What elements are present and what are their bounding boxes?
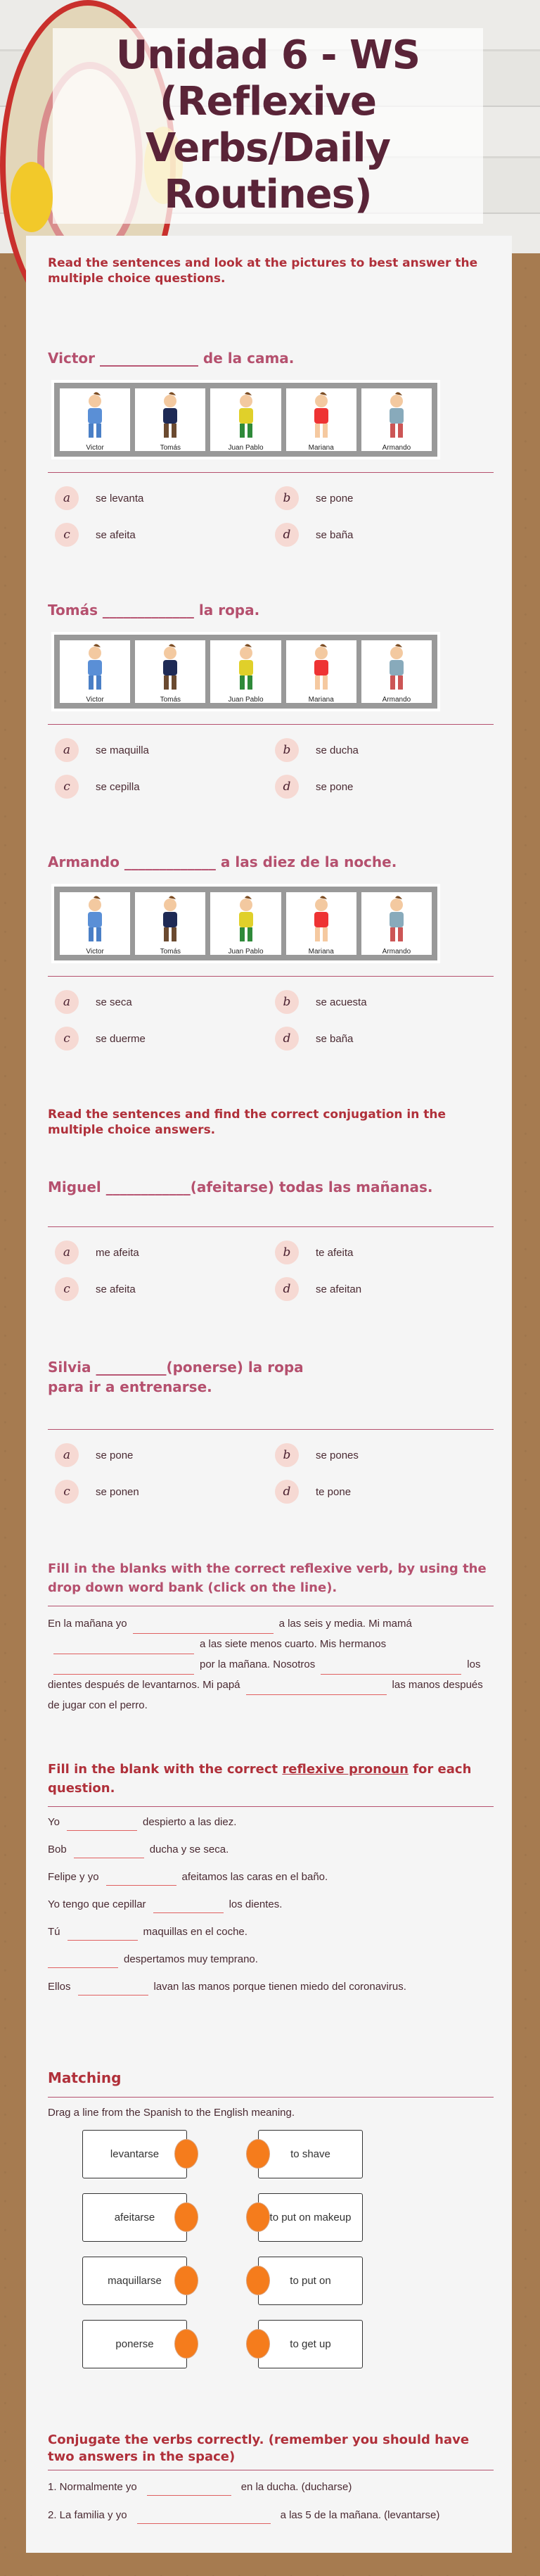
option-letter-badge: d [275, 1480, 299, 1504]
picture-strip [51, 884, 440, 963]
divider [48, 2097, 494, 2098]
option-text: se afeitan [316, 1283, 362, 1295]
match-right-item[interactable]: to get up [258, 2320, 363, 2368]
paragraph-text: a las siete menos cuarto. Mis hermanos [200, 1638, 387, 1650]
blank-input[interactable] [137, 2508, 271, 2524]
divider [48, 472, 494, 473]
answer-option-d[interactable] [275, 1277, 361, 1301]
answer-option-c[interactable] [55, 523, 136, 547]
picture-card [361, 892, 432, 955]
option-text: se levanta [96, 492, 144, 505]
picture-label: Tomás [160, 696, 181, 704]
blank-dropdown[interactable] [133, 1618, 274, 1634]
option-text: se afeita [96, 1283, 136, 1295]
option-text: se acuesta [316, 996, 367, 1008]
picture-card [135, 640, 205, 703]
blank-input[interactable] [78, 1980, 148, 1996]
page-title [53, 28, 483, 224]
option-letter-badge: d [275, 523, 299, 547]
heading-text: Fill in the blank with the correct [48, 1762, 283, 1777]
match-right-item[interactable]: to shave [258, 2130, 363, 2178]
sentence-text: despierto a las diez. [142, 1816, 237, 1828]
picture-label: Juan Pablo [228, 696, 264, 704]
option-letter-badge: c [55, 1277, 79, 1301]
picture-label: Victor [86, 696, 104, 704]
answer-option-b[interactable] [275, 486, 353, 510]
maraca-image [11, 162, 53, 232]
answer-option-a[interactable] [55, 738, 149, 762]
answer-option-c[interactable] [55, 1480, 139, 1504]
sentence-text: en la ducha. (ducharse) [240, 2481, 352, 2493]
picture-card [286, 388, 356, 451]
option-letter-badge: c [55, 523, 79, 547]
option-letter-badge: d [275, 1027, 299, 1051]
answer-option-a[interactable] [55, 486, 143, 510]
option-letter-badge: b [275, 990, 299, 1014]
picture-card [286, 640, 356, 703]
match-right-item[interactable]: to put on makeup [258, 2193, 363, 2242]
sentence-text: Felipe y yo [48, 1871, 99, 1883]
sentence-text: Tú [48, 1926, 60, 1938]
picture-label: Mariana [308, 444, 334, 452]
person-illustration [149, 895, 191, 948]
picture-card [210, 892, 281, 955]
picture-card [210, 388, 281, 451]
option-letter-badge: b [275, 738, 299, 762]
match-left-item[interactable]: ponerse [82, 2320, 187, 2368]
fill-paragraph [48, 1613, 494, 1715]
picture-label: Juan Pablo [228, 444, 264, 452]
picture-label: Victor [86, 444, 104, 452]
person-illustration [300, 643, 342, 696]
paragraph-text: los dientes después de levantarnos. Mi papá [48, 1658, 481, 1691]
blank-input[interactable] [153, 1898, 224, 1913]
option-letter-badge: c [55, 1480, 79, 1504]
divider [48, 976, 494, 977]
person-illustration [225, 895, 267, 948]
instruction-text: Drag a line from the Spanish to the English meaning. [48, 2107, 295, 2119]
answer-option-d[interactable] [275, 775, 353, 799]
picture-label: Mariana [308, 948, 334, 956]
blank-dropdown[interactable] [321, 1659, 461, 1675]
sentence-row [48, 1869, 328, 1886]
picture-strip [51, 632, 440, 711]
match-left-item[interactable]: maquillarse [82, 2257, 187, 2305]
person-illustration [375, 643, 418, 696]
match-left-item[interactable]: afeitarse [82, 2193, 187, 2242]
connector-handle[interactable] [246, 2329, 270, 2359]
option-letter-badge: a [55, 738, 79, 762]
sentence-text: a las 5 de la mañana. (levantarse) [280, 2509, 440, 2521]
answer-option-b[interactable] [275, 738, 359, 762]
picture-card [361, 640, 432, 703]
picture-label: Armando [382, 948, 411, 956]
blank-input[interactable] [106, 1870, 176, 1886]
sentence-text: Yo tengo que cepillar [48, 1898, 146, 1910]
picture-card [210, 640, 281, 703]
heading-text: for each question. [48, 1762, 472, 1796]
connector-handle[interactable] [246, 2139, 270, 2169]
sentence-row [48, 2479, 352, 2496]
blank-dropdown[interactable] [53, 1639, 194, 1654]
section-heading: Read the sentences and find the correct conjugation in the multiple choice answers. [48, 1108, 446, 1137]
blank-input[interactable] [68, 1925, 138, 1941]
divider [48, 1429, 494, 1430]
picture-card [60, 640, 130, 703]
person-illustration [225, 391, 267, 444]
connector-handle[interactable] [246, 2202, 270, 2232]
option-text: se pone [96, 1449, 134, 1461]
sentence-row [48, 1814, 236, 1831]
title-line: Unidad 6 - WS [115, 32, 420, 78]
option-text: se pone [316, 492, 354, 505]
connector-handle[interactable] [174, 2202, 198, 2232]
option-letter-badge: c [55, 775, 79, 799]
answer-option-d[interactable] [275, 523, 353, 547]
match-left-item[interactable]: levantarse [82, 2130, 187, 2178]
option-letter-badge: b [275, 1241, 299, 1264]
answer-option-d[interactable] [275, 1027, 353, 1051]
picture-card [361, 388, 432, 451]
connector-handle[interactable] [174, 2329, 198, 2359]
paragraph-text: las manos después de jugar con el perro. [48, 1679, 483, 1711]
heading-underlined: reflexive pronoun [282, 1762, 409, 1777]
option-text: se ponen [96, 1485, 139, 1498]
picture-label: Tomás [160, 948, 181, 956]
sentence-text: despertamos muy temprano. [124, 1953, 258, 1965]
option-letter-badge: a [55, 1443, 79, 1467]
picture-label: Armando [382, 696, 411, 704]
sentence-row [48, 1896, 282, 1913]
sentence-text: maquillas en el coche. [143, 1926, 248, 1938]
match-right-item[interactable]: to put on [258, 2257, 363, 2305]
blank-dropdown[interactable] [246, 1680, 387, 1695]
picture-card [286, 892, 356, 955]
picture-label: Mariana [308, 696, 334, 704]
blank-dropdown[interactable] [53, 1659, 194, 1675]
answer-option-b[interactable] [275, 1443, 359, 1467]
option-letter-badge: c [55, 1027, 79, 1051]
section-heading: Read the sentences and look at the pictures to best answer the multiple choice questions. [48, 256, 478, 286]
sentence-text: los dientes. [229, 1898, 283, 1910]
title-line: Verbs/Daily [146, 125, 390, 171]
person-illustration [300, 895, 342, 948]
divider [48, 1806, 494, 1807]
question-text: Armando _____________ a las diez de la noche. [48, 854, 397, 870]
picture-card [135, 892, 205, 955]
option-letter-badge: a [55, 990, 79, 1014]
option-text: se ducha [316, 744, 359, 756]
divider [48, 1226, 494, 1227]
option-letter-badge: d [275, 1277, 299, 1301]
picture-card [135, 388, 205, 451]
person-illustration [74, 391, 116, 444]
answer-option-c[interactable] [55, 775, 140, 799]
picture-label: Juan Pablo [228, 948, 264, 956]
person-illustration [300, 391, 342, 444]
connector-handle[interactable] [246, 2266, 270, 2295]
answer-option-b[interactable] [275, 990, 367, 1014]
answer-option-d[interactable] [275, 1480, 351, 1504]
option-letter-badge: b [275, 1443, 299, 1467]
answer-option-c[interactable] [55, 1277, 136, 1301]
option-text: se maquilla [96, 744, 149, 756]
section-heading: Conjugate the verbs correctly. (remember you should have two answers in the space) [48, 2432, 470, 2464]
option-letter-badge: d [275, 775, 299, 799]
paragraph-text: En la mañana yo [48, 1618, 127, 1630]
option-text: me afeita [96, 1246, 139, 1259]
connector-handle[interactable] [174, 2266, 198, 2295]
option-text: te pone [316, 1485, 352, 1498]
question-text: Silvia __________(ponerse) la ropa para ir a entrenarse. [48, 1359, 304, 1395]
person-illustration [375, 895, 418, 948]
option-letter-badge: a [55, 1241, 79, 1264]
sentence-row [48, 1841, 229, 1858]
divider [48, 724, 494, 725]
picture-label: Tomás [160, 444, 181, 452]
paragraph-text: por la mañana. Nosotros [200, 1658, 316, 1670]
option-text: se pones [316, 1449, 359, 1461]
option-text: se afeita [96, 528, 136, 541]
picture-card [60, 388, 130, 451]
sentence-row [48, 2507, 439, 2524]
option-letter-badge: b [275, 486, 299, 510]
sentence-text: Bob [48, 1844, 67, 1855]
picture-card [60, 892, 130, 955]
option-text: se baña [316, 528, 354, 541]
sentence-text: ducha y se seca. [149, 1844, 229, 1855]
connector-handle[interactable] [174, 2139, 198, 2169]
sentence-text: Ellos [48, 1981, 71, 1993]
person-illustration [149, 391, 191, 444]
sentence-row [48, 1924, 248, 1941]
option-text: te afeita [316, 1246, 354, 1259]
sentence-text: afeitamos las caras en el baño. [181, 1871, 328, 1883]
question-text: Miguel ____________(afeitarse) todas las mañanas. [48, 1179, 433, 1195]
blank-input[interactable] [74, 1843, 144, 1858]
person-illustration [74, 895, 116, 948]
blank-input[interactable] [48, 1953, 118, 1968]
option-text: se baña [316, 1032, 354, 1045]
option-letter-badge: a [55, 486, 79, 510]
answer-option-a[interactable] [55, 1241, 139, 1264]
answer-option-c[interactable] [55, 1027, 146, 1051]
person-illustration [375, 391, 418, 444]
title-line: Routines) [164, 172, 372, 217]
section-heading: Matching [48, 2069, 122, 2086]
sentence-row [48, 1979, 406, 1996]
option-text: se cepilla [96, 780, 140, 793]
question-text: Victor ______________ de la cama. [48, 350, 295, 367]
paragraph-text: a las seis y media. Mi mamá [278, 1618, 412, 1630]
person-illustration [149, 643, 191, 696]
blank-input[interactable] [147, 2480, 231, 2496]
person-illustration [225, 643, 267, 696]
answer-option-a[interactable] [55, 1443, 133, 1467]
sentence-row [48, 1951, 258, 1968]
option-text: se pone [316, 780, 354, 793]
sentence-text: lavan las manos porque tienen miedo del coronavirus. [153, 1981, 406, 1993]
sentence-text: 2. La familia y yo [48, 2509, 127, 2521]
option-text: se duerme [96, 1032, 146, 1045]
title-line: (Reflexive [159, 79, 377, 125]
sentence-text: 1. Normalmente yo [48, 2481, 137, 2493]
answer-option-b[interactable] [275, 1241, 353, 1264]
section-heading: Fill in the blanks with the correct reflexive verb, by using the drop down word bank (click on the line). [48, 1561, 487, 1595]
option-text: se seca [96, 996, 132, 1008]
question-text: Tomás _____________ la ropa. [48, 602, 260, 618]
person-illustration [74, 643, 116, 696]
answer-option-a[interactable] [55, 990, 132, 1014]
picture-label: Victor [86, 948, 104, 956]
sentence-text: Yo [48, 1816, 60, 1828]
picture-label: Armando [382, 444, 411, 452]
picture-strip [51, 380, 440, 459]
section-heading [48, 1760, 494, 1798]
blank-input[interactable] [67, 1815, 137, 1831]
